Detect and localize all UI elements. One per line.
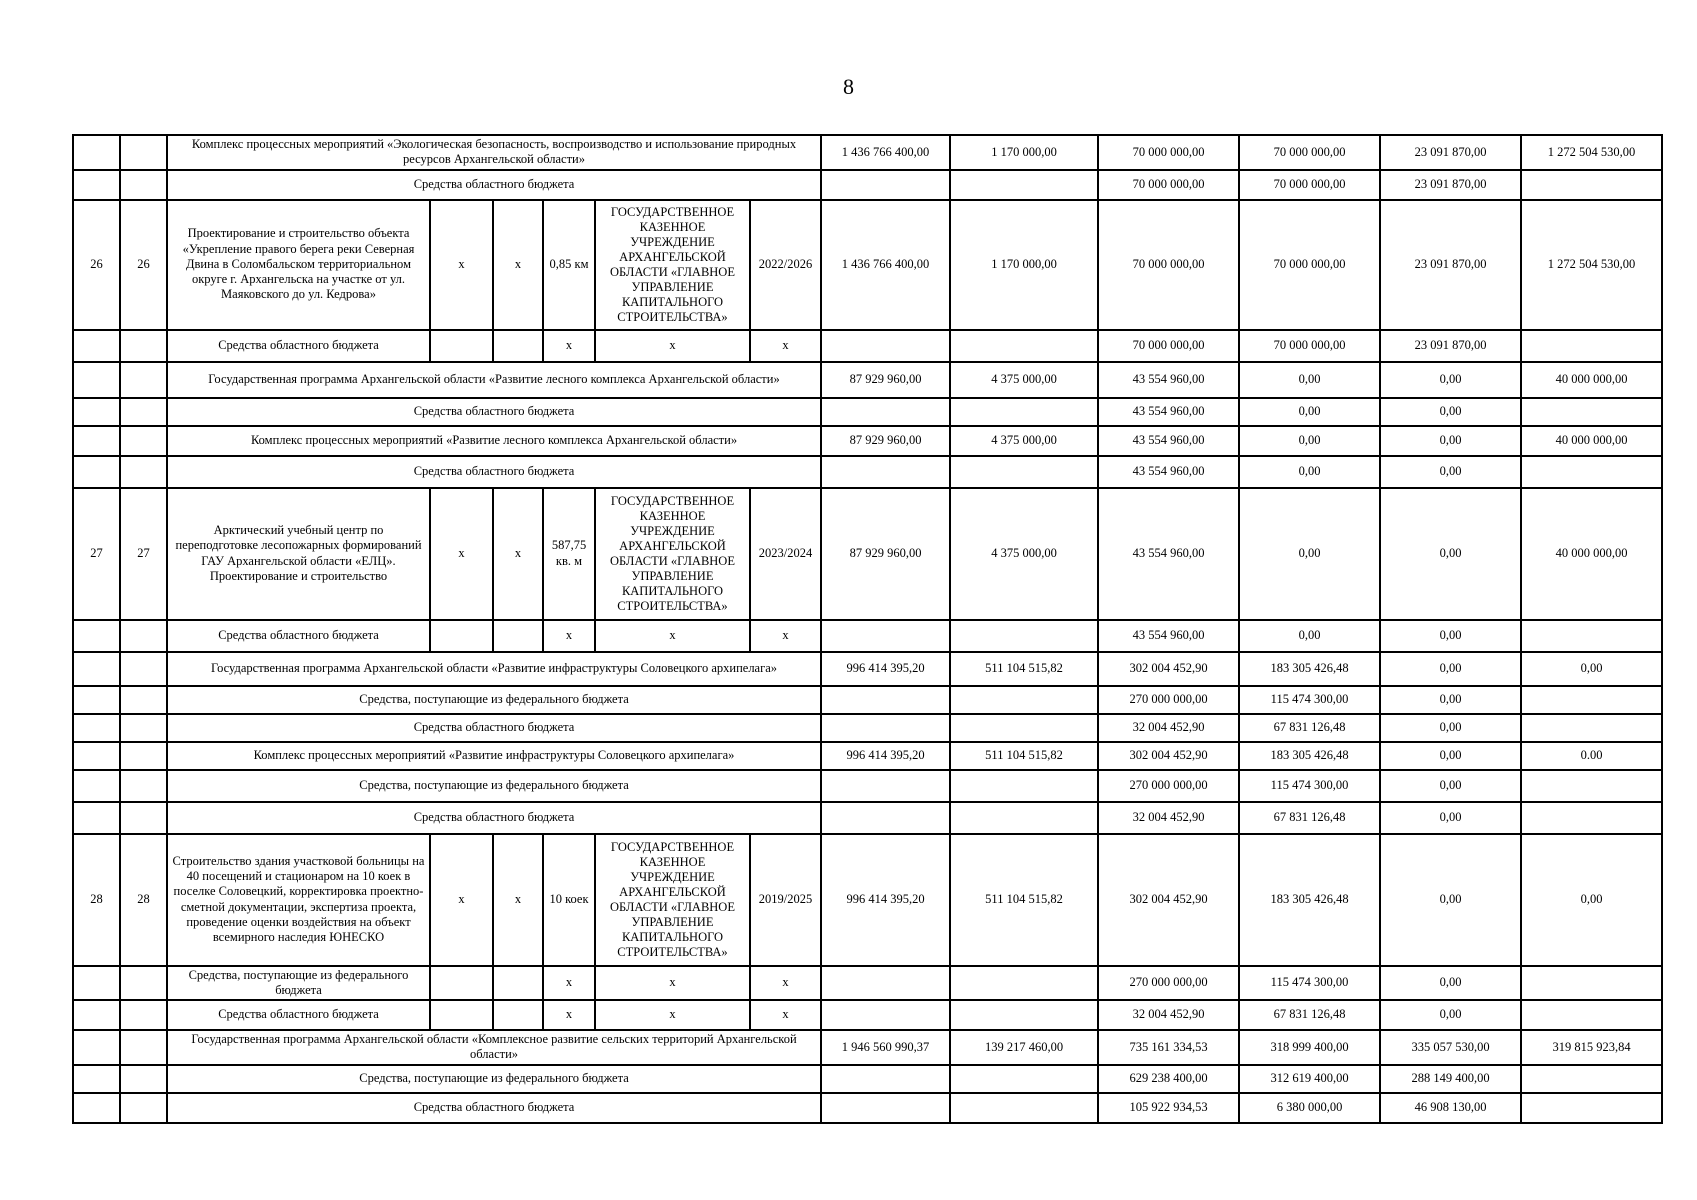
program-row: [73, 426, 1662, 456]
empty-cell: [120, 135, 167, 170]
amount-cell: 70 000 000,00: [1098, 330, 1239, 362]
amount-cell: 32 004 452,90: [1098, 802, 1239, 834]
object-name-cell: Арктический учебный центр по переподготовке лесопожарных формирований ГАУ Архангельской области «ЕЛЦ». Проектирование и строительство: [167, 488, 430, 620]
marker-cell: x: [543, 330, 595, 362]
period-cell: 2023/2024: [750, 488, 821, 620]
marker-cell: x: [430, 834, 493, 966]
amount-cell: [1521, 398, 1662, 426]
empty-cell: [120, 652, 167, 686]
funding-source-label: Средства областного бюджета: [167, 1000, 430, 1030]
amount-cell: 115 474 300,00: [1239, 686, 1380, 714]
amount-cell: 4 375 000,00: [950, 488, 1098, 620]
empty-cell: [120, 1093, 167, 1123]
amount-cell: [950, 1000, 1098, 1030]
amount-cell: 40 000 000,00: [1521, 488, 1662, 620]
budget-table-body: [73, 135, 1662, 1123]
capacity-cell: 0,85 км: [543, 200, 595, 330]
amount-cell: [950, 456, 1098, 488]
object-row: [73, 200, 1662, 330]
funding-source-label: Средства областного бюджета: [167, 170, 821, 200]
empty-cell: [493, 620, 543, 652]
empty-cell: [73, 1030, 120, 1065]
empty-cell: [430, 620, 493, 652]
amount-cell: 183 305 426,48: [1239, 834, 1380, 966]
amount-cell: 302 004 452,90: [1098, 652, 1239, 686]
marker-cell: x: [595, 330, 750, 362]
amount-cell: 0,00: [1380, 714, 1521, 742]
amount-cell: [1521, 330, 1662, 362]
funding-source-label: Средства, поступающие из федерального бюджета: [167, 1065, 821, 1093]
amount-cell: 43 554 960,00: [1098, 620, 1239, 652]
amount-cell: [1521, 686, 1662, 714]
amount-cell: [950, 686, 1098, 714]
amount-cell: 270 000 000,00: [1098, 966, 1239, 1001]
marker-cell: x: [430, 488, 493, 620]
funding-source-row: [73, 398, 1662, 426]
capacity-cell: 587,75 кв. м: [543, 488, 595, 620]
row-subnumber-cell: 28: [120, 834, 167, 966]
empty-cell: [73, 714, 120, 742]
amount-cell: 511 104 515,82: [950, 652, 1098, 686]
amount-cell: 1 272 504 530,00: [1521, 135, 1662, 170]
empty-cell: [120, 362, 167, 398]
amount-cell: [821, 456, 950, 488]
empty-cell: [73, 330, 120, 362]
amount-cell: [821, 170, 950, 200]
amount-cell: 0,00: [1380, 620, 1521, 652]
amount-cell: [950, 802, 1098, 834]
amount-cell: 32 004 452,90: [1098, 1000, 1239, 1030]
empty-cell: [430, 966, 493, 1001]
row-number-cell: 27: [73, 488, 120, 620]
empty-cell: [120, 398, 167, 426]
amount-cell: [950, 170, 1098, 200]
amount-cell: 23 091 870,00: [1380, 200, 1521, 330]
amount-cell: [950, 1065, 1098, 1093]
empty-cell: [120, 456, 167, 488]
customer-org-cell: ГОСУДАРСТВЕННОЕ КАЗЕННОЕ УЧРЕЖДЕНИЕ АРХАНГЕЛЬСКОЙ ОБЛАСТИ «ГЛАВНОЕ УПРАВЛЕНИЕ КАПИТАЛЬНОГО СТРОИТЕЛЬСТВА»: [595, 200, 750, 330]
funding-source-row: [73, 330, 1662, 362]
marker-cell: x: [493, 834, 543, 966]
marker-cell: x: [493, 488, 543, 620]
amount-cell: 40 000 000,00: [1521, 426, 1662, 456]
amount-cell: 40 000 000,00: [1521, 362, 1662, 398]
empty-cell: [73, 1000, 120, 1030]
amount-cell: 115 474 300,00: [1239, 770, 1380, 802]
program-label: Государственная программа Архангельской области «Комплексное развитие сельских территорий Архангельской области»: [167, 1030, 821, 1065]
empty-cell: [73, 426, 120, 456]
amount-cell: 1 946 560 990,37: [821, 1030, 950, 1065]
amount-cell: [821, 620, 950, 652]
amount-cell: [950, 330, 1098, 362]
amount-cell: 0,00: [1380, 362, 1521, 398]
funding-source-row: [73, 1065, 1662, 1093]
marker-cell: x: [543, 620, 595, 652]
amount-cell: 67 831 126,48: [1239, 802, 1380, 834]
amount-cell: 0,00: [1521, 834, 1662, 966]
amount-cell: 312 619 400,00: [1239, 1065, 1380, 1093]
funding-source-label: Средства областного бюджета: [167, 620, 430, 652]
amount-cell: 23 091 870,00: [1380, 170, 1521, 200]
empty-cell: [73, 398, 120, 426]
empty-cell: [493, 1000, 543, 1030]
amount-cell: 0,00: [1239, 488, 1380, 620]
row-number-cell: 28: [73, 834, 120, 966]
program-row: [73, 742, 1662, 770]
marker-cell: x: [595, 1000, 750, 1030]
amount-cell: 629 238 400,00: [1098, 1065, 1239, 1093]
program-label: Государственная программа Архангельской области «Развитие инфраструктуры Соловецкого архипелага»: [167, 652, 821, 686]
amount-cell: 511 104 515,82: [950, 834, 1098, 966]
amount-cell: 0,00: [1380, 652, 1521, 686]
amount-cell: 67 831 126,48: [1239, 1000, 1380, 1030]
empty-cell: [430, 330, 493, 362]
amount-cell: 70 000 000,00: [1098, 170, 1239, 200]
empty-cell: [120, 714, 167, 742]
empty-cell: [430, 1000, 493, 1030]
empty-cell: [120, 686, 167, 714]
empty-cell: [73, 686, 120, 714]
amount-cell: 87 929 960,00: [821, 362, 950, 398]
amount-cell: 0,00: [1380, 770, 1521, 802]
amount-cell: 319 815 923,84: [1521, 1030, 1662, 1065]
marker-cell: x: [493, 200, 543, 330]
program-label: Комплекс процессных мероприятий «Экологическая безопасность, воспроизводство и использование природных ресурсов Архангельской области»: [167, 135, 821, 170]
amount-cell: 0,00: [1380, 802, 1521, 834]
amount-cell: 70 000 000,00: [1239, 170, 1380, 200]
amount-cell: [821, 714, 950, 742]
amount-cell: 0,00: [1380, 834, 1521, 966]
funding-source-label: Средства, поступающие из федерального бюджета: [167, 966, 430, 1001]
funding-source-row: [73, 966, 1662, 1001]
program-label: Комплекс процессных мероприятий «Развитие лесного комплекса Архангельской области»: [167, 426, 821, 456]
amount-cell: 67 831 126,48: [1239, 714, 1380, 742]
amount-cell: 4 375 000,00: [950, 426, 1098, 456]
amount-cell: 1 436 766 400,00: [821, 200, 950, 330]
amount-cell: 1 170 000,00: [950, 200, 1098, 330]
funding-source-label: Средства областного бюджета: [167, 398, 821, 426]
amount-cell: [821, 802, 950, 834]
empty-cell: [73, 135, 120, 170]
amount-cell: 43 554 960,00: [1098, 456, 1239, 488]
amount-cell: [950, 966, 1098, 1001]
object-name-cell: Строительство здания участковой больницы на 40 посещений и стационаром на 10 коек в поселке Соловецкий, корректировка проектно-сметной документации, экспертиза проекта, проведение оценки воздействия на объект всемирного наследия ЮНЕСКО: [167, 834, 430, 966]
empty-cell: [73, 802, 120, 834]
amount-cell: 996 414 395,20: [821, 742, 950, 770]
empty-cell: [120, 966, 167, 1001]
amount-cell: [821, 1093, 950, 1123]
customer-org-cell: ГОСУДАРСТВЕННОЕ КАЗЕННОЕ УЧРЕЖДЕНИЕ АРХАНГЕЛЬСКОЙ ОБЛАСТИ «ГЛАВНОЕ УПРАВЛЕНИЕ КАПИТАЛЬНОГО СТРОИТЕЛЬСТВА»: [595, 488, 750, 620]
amount-cell: 0,00: [1521, 652, 1662, 686]
amount-cell: [821, 1000, 950, 1030]
funding-source-row: [73, 686, 1662, 714]
amount-cell: 43 554 960,00: [1098, 398, 1239, 426]
amount-cell: [950, 620, 1098, 652]
marker-cell: x: [430, 200, 493, 330]
funding-source-label: Средства, поступающие из федерального бюджета: [167, 686, 821, 714]
amount-cell: 6 380 000,00: [1239, 1093, 1380, 1123]
amount-cell: 1 436 766 400,00: [821, 135, 950, 170]
program-row: [73, 362, 1662, 398]
amount-cell: [821, 330, 950, 362]
amount-cell: 270 000 000,00: [1098, 770, 1239, 802]
amount-cell: 70 000 000,00: [1098, 135, 1239, 170]
amount-cell: [1521, 714, 1662, 742]
amount-cell: 302 004 452,90: [1098, 834, 1239, 966]
marker-cell: x: [543, 966, 595, 1001]
amount-cell: [821, 966, 950, 1001]
empty-cell: [73, 966, 120, 1001]
amount-cell: 511 104 515,82: [950, 742, 1098, 770]
amount-cell: [1521, 456, 1662, 488]
amount-cell: 735 161 334,53: [1098, 1030, 1239, 1065]
amount-cell: 43 554 960,00: [1098, 362, 1239, 398]
amount-cell: 115 474 300,00: [1239, 966, 1380, 1001]
program-row: [73, 652, 1662, 686]
amount-cell: 183 305 426,48: [1239, 652, 1380, 686]
amount-cell: [821, 1065, 950, 1093]
funding-source-label: Средства областного бюджета: [167, 714, 821, 742]
amount-cell: 4 375 000,00: [950, 362, 1098, 398]
amount-cell: 0,00: [1380, 1000, 1521, 1030]
empty-cell: [73, 456, 120, 488]
program-row: [73, 1030, 1662, 1065]
amount-cell: [1521, 170, 1662, 200]
marker-cell: x: [595, 966, 750, 1001]
funding-source-label: Средства, поступающие из федерального бюджета: [167, 770, 821, 802]
amount-cell: 70 000 000,00: [1239, 330, 1380, 362]
amount-cell: 23 091 870,00: [1380, 330, 1521, 362]
marker-cell: x: [750, 1000, 821, 1030]
amount-cell: 70 000 000,00: [1239, 200, 1380, 330]
funding-source-row: [73, 714, 1662, 742]
funding-source-row: [73, 802, 1662, 834]
amount-cell: [821, 686, 950, 714]
amount-cell: 335 057 530,00: [1380, 1030, 1521, 1065]
amount-cell: 270 000 000,00: [1098, 686, 1239, 714]
amount-cell: 1 170 000,00: [950, 135, 1098, 170]
marker-cell: x: [543, 1000, 595, 1030]
amount-cell: [1521, 966, 1662, 1001]
amount-cell: 87 929 960,00: [821, 426, 950, 456]
amount-cell: [950, 770, 1098, 802]
amount-cell: [821, 770, 950, 802]
amount-cell: 43 554 960,00: [1098, 488, 1239, 620]
amount-cell: 0,00: [1380, 742, 1521, 770]
amount-cell: [1521, 770, 1662, 802]
row-number-cell: 26: [73, 200, 120, 330]
empty-cell: [120, 770, 167, 802]
amount-cell: 0,00: [1380, 398, 1521, 426]
amount-cell: 87 929 960,00: [821, 488, 950, 620]
amount-cell: 1 272 504 530,00: [1521, 200, 1662, 330]
empty-cell: [73, 742, 120, 770]
amount-cell: [1521, 620, 1662, 652]
empty-cell: [493, 330, 543, 362]
object-name-cell: Проектирование и строительство объекта «Укрепление правого берега реки Северная Двина в Соломбальском территориальном округе г. Архангельска на участке от ул. Маяковского до ул. Кедрова»: [167, 200, 430, 330]
empty-cell: [120, 170, 167, 200]
program-label: Комплекс процессных мероприятий «Развитие инфраструктуры Соловецкого архипелага»: [167, 742, 821, 770]
amount-cell: 105 922 934,53: [1098, 1093, 1239, 1123]
amount-cell: 0,00: [1239, 362, 1380, 398]
amount-cell: 183 305 426,48: [1239, 742, 1380, 770]
empty-cell: [120, 620, 167, 652]
empty-cell: [120, 1065, 167, 1093]
amount-cell: 70 000 000,00: [1098, 200, 1239, 330]
empty-cell: [493, 966, 543, 1001]
amount-cell: 318 999 400,00: [1239, 1030, 1380, 1065]
empty-cell: [120, 330, 167, 362]
amount-cell: 996 414 395,20: [821, 652, 950, 686]
period-cell: 2022/2026: [750, 200, 821, 330]
empty-cell: [73, 770, 120, 802]
funding-source-label: Средства областного бюджета: [167, 1093, 821, 1123]
marker-cell: x: [750, 966, 821, 1001]
amount-cell: 288 149 400,00: [1380, 1065, 1521, 1093]
empty-cell: [73, 620, 120, 652]
amount-cell: 0.00: [1521, 742, 1662, 770]
row-subnumber-cell: 26: [120, 200, 167, 330]
customer-org-cell: ГОСУДАРСТВЕННОЕ КАЗЕННОЕ УЧРЕЖДЕНИЕ АРХАНГЕЛЬСКОЙ ОБЛАСТИ «ГЛАВНОЕ УПРАВЛЕНИЕ КАПИТАЛЬНОГО СТРОИТЕЛЬСТВА»: [595, 834, 750, 966]
funding-source-row: [73, 620, 1662, 652]
amount-cell: 0,00: [1380, 426, 1521, 456]
program-row: [73, 135, 1662, 170]
funding-source-row: [73, 770, 1662, 802]
funding-source-label: Средства областного бюджета: [167, 456, 821, 488]
empty-cell: [120, 1030, 167, 1065]
marker-cell: x: [595, 620, 750, 652]
amount-cell: 302 004 452,90: [1098, 742, 1239, 770]
funding-source-row: [73, 456, 1662, 488]
amount-cell: [950, 714, 1098, 742]
amount-cell: [950, 1093, 1098, 1123]
amount-cell: 23 091 870,00: [1380, 135, 1521, 170]
capacity-cell: 10 коек: [543, 834, 595, 966]
amount-cell: [1521, 802, 1662, 834]
amount-cell: 0,00: [1239, 620, 1380, 652]
page-number: 8: [843, 74, 854, 99]
amount-cell: 0,00: [1239, 456, 1380, 488]
empty-cell: [73, 1093, 120, 1123]
amount-cell: 0,00: [1380, 456, 1521, 488]
amount-cell: [1521, 1093, 1662, 1123]
funding-source-row: [73, 1093, 1662, 1123]
amount-cell: 43 554 960,00: [1098, 426, 1239, 456]
funding-source-row: [73, 170, 1662, 200]
amount-cell: [821, 398, 950, 426]
empty-cell: [73, 170, 120, 200]
amount-cell: 46 908 130,00: [1380, 1093, 1521, 1123]
marker-cell: x: [750, 330, 821, 362]
empty-cell: [73, 1065, 120, 1093]
amount-cell: 70 000 000,00: [1239, 135, 1380, 170]
amount-cell: 0,00: [1380, 488, 1521, 620]
empty-cell: [73, 362, 120, 398]
funding-source-label: Средства областного бюджета: [167, 802, 821, 834]
amount-cell: [950, 398, 1098, 426]
amount-cell: 0,00: [1380, 686, 1521, 714]
program-label: Государственная программа Архангельской области «Развитие лесного комплекса Архангельской области»: [167, 362, 821, 398]
amount-cell: 996 414 395,20: [821, 834, 950, 966]
empty-cell: [120, 1000, 167, 1030]
amount-cell: 0,00: [1380, 966, 1521, 1001]
period-cell: 2019/2025: [750, 834, 821, 966]
empty-cell: [120, 742, 167, 770]
row-subnumber-cell: 27: [120, 488, 167, 620]
budget-table: [72, 134, 1663, 1124]
object-row: [73, 488, 1662, 620]
amount-cell: [1521, 1000, 1662, 1030]
amount-cell: 32 004 452,90: [1098, 714, 1239, 742]
amount-cell: 0,00: [1239, 398, 1380, 426]
object-row: [73, 834, 1662, 966]
amount-cell: 0,00: [1239, 426, 1380, 456]
amount-cell: 139 217 460,00: [950, 1030, 1098, 1065]
empty-cell: [120, 802, 167, 834]
marker-cell: x: [750, 620, 821, 652]
amount-cell: [1521, 1065, 1662, 1093]
empty-cell: [73, 652, 120, 686]
empty-cell: [120, 426, 167, 456]
funding-source-label: Средства областного бюджета: [167, 330, 430, 362]
funding-source-row: [73, 1000, 1662, 1030]
